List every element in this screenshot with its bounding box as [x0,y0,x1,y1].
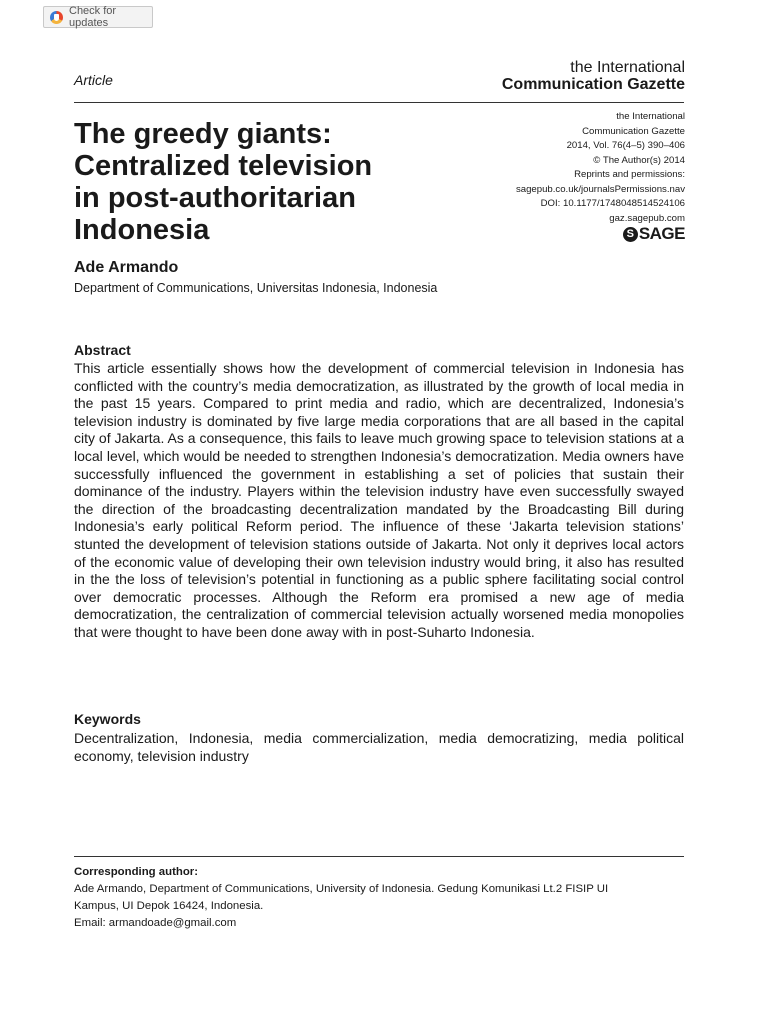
publication-metadata [516,110,685,226]
check-for-updates-label: Check for updates [69,5,117,29]
corresponding-author-email[interactable]: Email: armandoade@gmail.com [74,917,237,929]
article-title-line: Indonesia [74,214,210,246]
meta-journal-site-link[interactable]: gaz.sagepub.com [609,212,685,224]
article-title-line: The greedy giants: [74,118,332,150]
journal-logo-line1: the International [570,59,685,76]
article-title-line: Centralized television [74,150,373,182]
sage-s-icon: S [623,227,638,242]
journal-logo-line2: Communication Gazette [501,76,685,93]
meta-copyright: © The Author(s) 2014 [593,154,685,166]
header-divider [74,102,684,103]
check-for-updates-button[interactable] [43,6,153,28]
author-name: Ade Armando [74,259,179,276]
footnote-divider [74,856,684,857]
abstract-text: This article essentially shows how the development of commercial television in Indonesia has conflicted with the country’s media democratization, as illustrated by the growth of local media in the past 15 years. Compared to print media and radio, which are decentralized, Indonesia’s television industry is dominated by five large media corporations that are all based in the capital city of Jakarta. As a consequence, this fails to leave much growing space to television stations at a local level, which would be needed to strengthen Indonesia’s democratization. Media owners have successfully influenced the government in establishing a set of policies that sustain their dominance of the industry. Players within the television industry have even successfully swayed the direction of the broadcasting decentralization mandated by the Broadcasting Bill during Indonesia’s early political Reform period. The influence of these ‘Jakarta television stations’ stunted the development of television stations outside of Jakarta. Not only it deprives local actors of the economic value of developing their own television industry would bring, it also has resulted in the the loss of television’s potential in functioning as a public sphere facilitating social control over democratic processes. Although the Reform era promised a new age of media democratization, the centralization of commercial television actually worsened media monopolies that were thought to have been done away with in post-Suharto Indonesia. [74,360,684,640]
corresponding-author-address-line2: Kampus, UI Depok 16424, Indonesia. [74,900,264,912]
corresponding-author-block [74,864,694,932]
meta-reprints: Reprints and permissions: [574,169,685,180]
author-affiliation: Department of Communications, Universitas Indonesia, Indonesia [74,281,438,295]
meta-permissions-link[interactable]: sagepub.co.uk/journalsPermissions.nav [515,183,685,195]
meta-volume: 2014, Vol. 76(4–5) 390–406 [566,140,685,151]
article-title [74,118,454,246]
meta-journal-line1: the International [616,111,685,122]
meta-doi-link[interactable]: DOI: 10.1177/1748048514524106 [540,198,685,209]
article-title-line: in post-authoritarian [74,182,356,214]
sage-wordmark: SAGE [638,224,685,243]
keywords-heading: Keywords [74,711,141,727]
corresponding-author-address-line1: Ade Armando, Department of Communications, University of Indonesia. Gedung Komunikasi Lt.2 FISIP UI [74,883,609,895]
corresponding-author-heading: Corresponding author: [74,866,199,878]
sage-logo [623,224,685,244]
crossmark-icon [50,11,63,24]
meta-journal-line2: Communication Gazette [582,125,685,137]
article-type-label: Article [74,72,113,88]
keywords-text: Decentralization, Indonesia, media commercialization, media democratizing, media political economy, television industry [74,730,684,764]
abstract-heading: Abstract [74,342,131,358]
journal-logo [502,59,685,93]
